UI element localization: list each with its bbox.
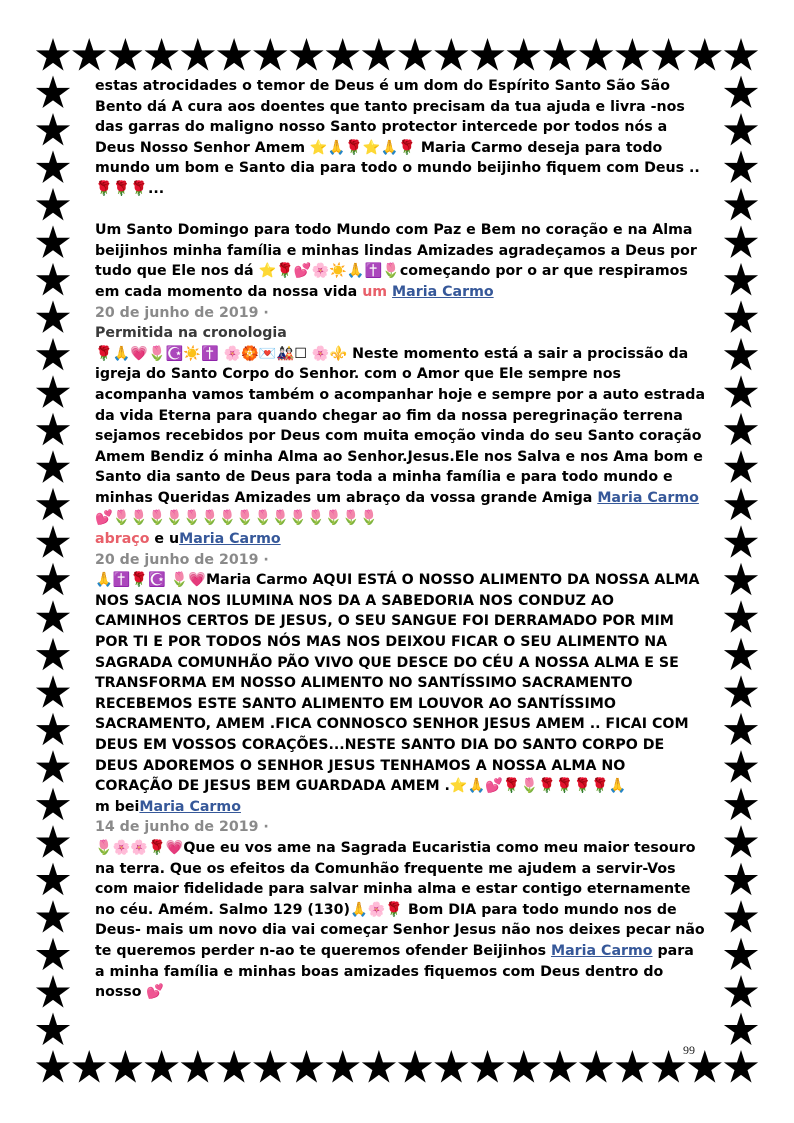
- highlight-word: abraço: [95, 531, 150, 548]
- star-icon: [724, 225, 758, 258]
- star-icon: [724, 413, 758, 446]
- star-icon: [579, 1050, 613, 1083]
- star-icon: [724, 750, 758, 783]
- star-icon: [724, 150, 758, 183]
- star-icon: [36, 975, 70, 1008]
- highlight-word: um: [362, 283, 388, 300]
- star-icon: [36, 225, 70, 258]
- emoji-string: 💕🌷🌷🌷🌷🌷🌷🌷🌷🌷🌷🌷🌷🌷🌷🌷: [95, 510, 378, 527]
- star-icon: [724, 488, 758, 521]
- star-icon: [724, 525, 758, 558]
- star-icon: [543, 1050, 577, 1083]
- connector-text: e u: [149, 531, 180, 548]
- author-link[interactable]: Maria Carmo: [550, 942, 653, 959]
- star-icon: [724, 675, 758, 708]
- star-icon: [36, 750, 70, 783]
- timeline-note: Permitida na cronologia: [95, 325, 287, 342]
- post-text: estas atrocidades o temor de Deus é um dom do Espírito Santo São São Bento dá A cura aos doentes que tanto precisam da tua ajuda e livra -nos das garras do maligno nosso Santo protector intercede por todos nós a Deus Nosso Senhor Amem ⭐🙏🌹⭐🙏🌹 Maria Carmo deseja para todo mundo um bom e Santo dia para todo o mundo beijinho fiquem com Deus ..🌹🌹🌹...: [95, 78, 700, 197]
- star-icon: [724, 563, 758, 596]
- star-icon: [724, 638, 758, 671]
- star-icon: [36, 788, 70, 821]
- star-icon: [434, 1050, 468, 1083]
- star-icon: [724, 900, 758, 933]
- star-icon: [470, 1050, 504, 1083]
- star-icon: [36, 825, 70, 858]
- post-paragraph: [95, 570, 705, 797]
- post-date[interactable]: 20 de junho de 2019 ·: [95, 551, 269, 568]
- star-icon: [470, 38, 504, 71]
- star-icon: [615, 38, 649, 71]
- star-icon: [652, 38, 686, 71]
- author-link[interactable]: Maria Carmo: [179, 531, 281, 548]
- post-text: 🌹🙏💗🌷☪️☀️✝️ 🌸🏵️💌🎎☐ 🌸⚜️ Neste momento está a sair a procissão da igreja do Santo Corpo do Senhor. com o Amor que Ele sempre nos acompanha vamos também o acompanhar hoje e sempre por a auto estrada da vida Eterna para quando chegar ao fim da nossa peregrinação terrena sejamos recebidos por Deus com muita emoção vinda do seu Santo coração Amem Bendiz ó minha Alma ao Senhor.Jesus.Ele nos Salva e nos Ama bom e Santo dia santo de Deus para toda a minha família e para todo mundo e minhas Queridas Amizades um abraço da vossa grande Amiga: [95, 345, 706, 506]
- star-icon: [36, 338, 70, 371]
- author-link[interactable]: Maria Carmo: [139, 798, 241, 815]
- star-icon: [724, 263, 758, 296]
- star-icon: [36, 600, 70, 633]
- star-icon: [36, 188, 70, 221]
- star-icon: [36, 713, 70, 746]
- star-icon: [36, 638, 70, 671]
- star-icon: [507, 1050, 541, 1083]
- star-icon: [36, 675, 70, 708]
- star-icon: [724, 375, 758, 408]
- star-icon: [289, 1050, 323, 1083]
- star-icon: [181, 38, 215, 71]
- post-date[interactable]: 14 de junho de 2019 ·: [95, 819, 269, 836]
- star-icon: [398, 1050, 432, 1083]
- paragraph-gap: [95, 200, 705, 221]
- star-icon: [326, 38, 360, 71]
- page-number: 99: [683, 1043, 695, 1057]
- post-date[interactable]: 20 de junho de 2019 ·: [95, 304, 269, 321]
- comment-line: [95, 529, 705, 550]
- star-icon: [724, 938, 758, 971]
- star-icon: [108, 38, 142, 71]
- star-icon: [434, 38, 468, 71]
- post-paragraph: [95, 838, 705, 1003]
- star-icon: [724, 38, 758, 71]
- star-icon: [615, 1050, 649, 1083]
- star-icon: [36, 375, 70, 408]
- star-icon: [724, 300, 758, 333]
- star-icon: [652, 1050, 686, 1083]
- star-icon: [145, 1050, 179, 1083]
- star-icon: [36, 563, 70, 596]
- star-icon: [724, 113, 758, 146]
- star-icon: [579, 38, 613, 71]
- star-icon: [289, 38, 323, 71]
- star-icon: [724, 975, 758, 1008]
- star-icon: [108, 1050, 142, 1083]
- star-icon: [145, 38, 179, 71]
- star-icon: [36, 450, 70, 483]
- star-icon: [72, 1050, 106, 1083]
- star-icon: [181, 1050, 215, 1083]
- post-paragraph: [95, 76, 705, 200]
- star-icon: [36, 263, 70, 296]
- star-icon: [36, 938, 70, 971]
- star-icon: [253, 38, 287, 71]
- star-icon: [724, 863, 758, 896]
- star-icon: [362, 1050, 396, 1083]
- star-icon: [724, 825, 758, 858]
- star-icon: [507, 38, 541, 71]
- star-icon: [398, 38, 432, 71]
- document-body: [95, 76, 705, 1003]
- star-icon: [724, 713, 758, 746]
- star-icon: [724, 600, 758, 633]
- star-icon: [36, 863, 70, 896]
- post-paragraph: [95, 344, 705, 529]
- post-text-continued: para a minha família e minhas boas amizades fiquemos com Deus dentro do nosso 💕: [95, 942, 694, 1001]
- star-icon: [36, 38, 70, 71]
- star-icon: [217, 1050, 251, 1083]
- comment-line: [95, 797, 705, 818]
- post-text: Maria Carmo AQUI ESTÁ O NOSSO ALIMENTO DA NOSSA ALMA NOS SACIA NOS ILUMINA NOS DA A SABEDORIA NOS CONDUZ AO CAMINHOS CERTOS DE JESUS, O SEU SANGUE FOI DERRAMADO POR MIM POR TI E POR TODOS NÓS MAS NOS DEIXOU FICAR O SEU ALIMENTO NA SAGRADA COMUNHÃO PÃO VIVO QUE DESCE DO CÉU A NOSSA ALMA E SE TRANSFORMA EM NOSSO ALIMENTO NO SANTÍSSIMO SACRAMENTO RECEBEMOS ESTE SANTO ALIMENTO EM LOUVOR AO SANTÍSSIMO SACRAMENTO, AMEM .FICA CONNOSCO SENHOR JESUS AMEM .. FICAI COM DEUS EM VOSSOS CORAÇÕES...NESTE SANTO DIA DO SANTO CORPO DE DEUS ADOREMOS O SENHOR JESUS TENHAMOS A NOSSA ALMA NO CORAÇÃO DE JESUS BEM GUARDADA AMEM .⭐🙏💕🌹🌷🌹🌹🌹🌹🙏: [95, 572, 700, 795]
- star-icon: [724, 1013, 758, 1046]
- post-text: Um Santo Domingo para todo Mundo com Paz e Bem no coração e na Alma beijinhos minha família e minhas lindas Amizades agradeçamos a Deus por tudo que Ele nos dá ⭐🌹💕🌸☀️🙏✝️🌷começando por o ar que respiramos em cada momento da nossa vida: [95, 222, 697, 300]
- star-icon: [36, 488, 70, 521]
- star-icon: [724, 1050, 758, 1083]
- author-link[interactable]: Maria Carmo: [597, 489, 699, 506]
- star-icon: [362, 38, 396, 71]
- connector-text: m bei: [95, 798, 140, 815]
- star-icon: [72, 38, 106, 71]
- star-icon: [724, 338, 758, 371]
- post-paragraph: [95, 220, 705, 302]
- star-icon: [724, 188, 758, 221]
- star-icon: [36, 150, 70, 183]
- star-icon: [36, 525, 70, 558]
- star-icon: [543, 38, 577, 71]
- star-icon: [36, 413, 70, 446]
- star-icon: [36, 900, 70, 933]
- star-icon: [36, 76, 70, 109]
- star-icon: [36, 1013, 70, 1046]
- star-icon: [724, 76, 758, 109]
- star-icon: [724, 788, 758, 821]
- post-text: 🌷🌸🌸🌹💗Que eu vos ame na Sagrada Eucaristia como meu maior tesouro na terra. Que os efeitos da Comunhão frequente me ajudem a servir-Vos com maior fidelidade para salvar minha alma e estar contigo eternamente no céu. Amém. Salmo 129 (130)🙏🌸🌹 Bom DIA para todo mundo nos de Deus- mais um novo dia vai começar Senhor Jesus não nos deixes pecar não te queremos perder n-ao te queremos ofender Beijinhos: [95, 839, 705, 959]
- star-icon: [217, 38, 251, 71]
- emoji-string: 🙏✝️🌹☪️ 🌷💗: [95, 572, 206, 589]
- star-icon: [36, 113, 70, 146]
- star-icon: [326, 1050, 360, 1083]
- star-icon: [724, 450, 758, 483]
- author-link[interactable]: Maria Carmo: [392, 283, 494, 300]
- star-icon: [253, 1050, 287, 1083]
- star-icon: [36, 1050, 70, 1083]
- star-icon: [688, 38, 722, 71]
- star-icon: [36, 300, 70, 333]
